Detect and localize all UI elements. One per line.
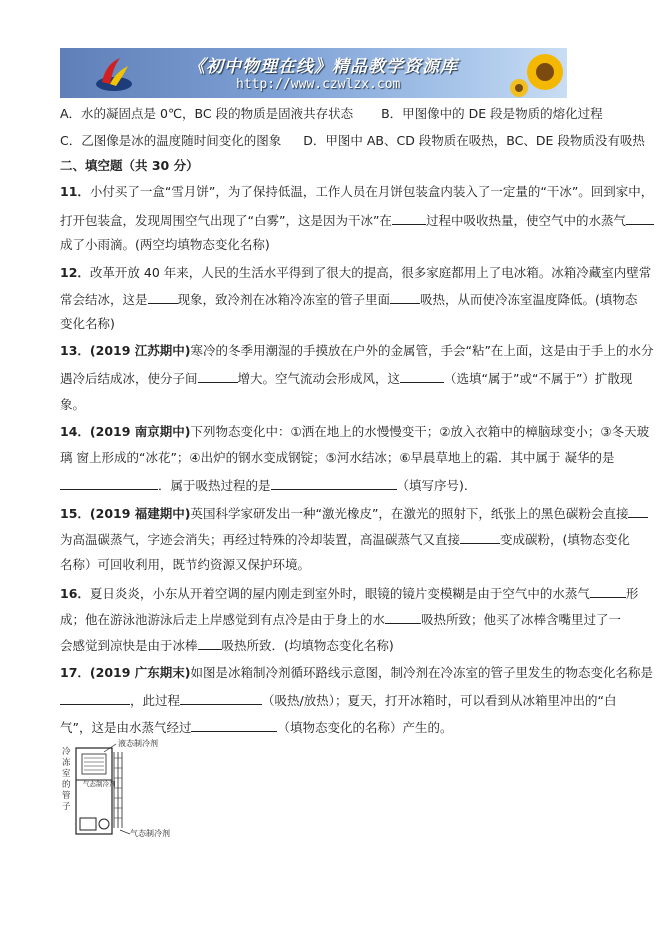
side-label-char: 室 [62, 769, 71, 779]
q15-line2 [60, 530, 630, 549]
fridge-body [76, 748, 112, 834]
q13-text: 增大。空气流动会形成风，这 [237, 371, 401, 386]
q13-line3: 象。 [60, 397, 86, 412]
liquid-refrigerant-label: 液态制冷剂 [118, 739, 158, 748]
q12-line2 [60, 290, 638, 309]
question-number: 14． [60, 424, 90, 439]
side-label-char: 管 [62, 791, 71, 801]
logo-icon [94, 54, 134, 94]
q15-line1 [60, 504, 629, 523]
q17-line1 [60, 664, 653, 682]
compressor-label: 气态制冷剂 [83, 780, 116, 788]
q13-text: 寒冷的冬季用潮湿的手摸放在户外的金属管，手会“粘”在上面，这是由于手上的水分 [190, 343, 654, 358]
answer-blank[interactable] [390, 290, 420, 304]
banner-title: 《初中物理在线》精品教学资源库 [188, 57, 458, 77]
question-number: 17． [60, 665, 90, 680]
question-number: 13． [60, 343, 90, 358]
compressor [80, 818, 96, 830]
q15-text: 英国科学家研发出一种“激光橡皮”，在激光的照射下，纸张上的黑色碳粉会直接 [190, 506, 629, 521]
sunflower-icon [507, 48, 567, 98]
q16-text: 成；他在游泳池游泳后走上岸感觉到有点冷是由于身上的水 [60, 612, 386, 627]
q13-text: 遇冷后结成冰，使分子间 [60, 371, 198, 386]
q16-text: 吸热所致．(均填物态变化名称) [221, 638, 394, 653]
answer-blank[interactable] [271, 476, 397, 490]
answer-blank[interactable] [626, 211, 654, 225]
q11-text: 小付买了一盒“雪月饼”，为了保持低温，工作人员在月饼包装盒内装入了一定量的“干冰”。回到家中， [89, 184, 654, 199]
q12-text: 吸热，从而使冷冻室温度降低。(填物态 [420, 292, 638, 307]
gas-refrigerant-label: 气态制冷剂 [130, 829, 170, 838]
answer-blank[interactable] [198, 369, 238, 383]
answer-blank[interactable] [460, 530, 500, 544]
q14-text: 下列物态变化中：①洒在地上的水慢慢变干；②放入衣箱中的樟脑球变小；③冬天玻 [190, 424, 650, 439]
question-number: 11． [60, 184, 90, 199]
answer-blank[interactable] [198, 636, 222, 650]
choice-c: C．乙图像是冰的温度随时间变化的图象 [60, 133, 282, 148]
side-label-char: 冷 [62, 747, 71, 757]
choice-d: D．甲图中 AB、CD 段物质在吸热，BC、DE 段物质没有吸热 [303, 133, 645, 148]
q16-line1 [60, 584, 639, 603]
q16-line3 [60, 636, 605, 655]
q16-text: 夏日炎炎，小东从开着空调的屋内刚走到室外时，眼镜的镜片变模糊是由于空气中的水蒸气 [89, 586, 590, 601]
q14-line1 [60, 423, 650, 441]
answer-blank[interactable] [180, 691, 262, 705]
q17-text: 如图是冰箱制冷剂循环路线示意图，制冷剂在冷冻室的管子里发生的物态变化名称是 [190, 665, 653, 680]
q11-line1 [60, 183, 654, 201]
question-source: (2019 福建期中) [89, 506, 191, 521]
freezer-pipe-label [62, 746, 71, 812]
q17-line3 [60, 718, 605, 737]
choice-row-ab [60, 105, 605, 123]
q16-text: 形 [625, 586, 639, 601]
question-number: 12． [60, 265, 90, 280]
q17-text: 气”，这是由水蒸气经过 [60, 720, 192, 735]
q14-text: （填写序号). [396, 478, 468, 493]
answer-blank[interactable] [60, 476, 158, 490]
answer-blank[interactable] [392, 211, 426, 225]
q16-line2 [60, 610, 622, 629]
answer-blank[interactable] [191, 718, 277, 732]
q14-line2: 璃 窗上形成的“冰花”；④出炉的钢水变成钢锭；⑤河水结冰；⑥早晨草地上的霜．其中属于 凝华的是 [60, 450, 615, 465]
q17-line2 [60, 691, 617, 710]
answer-blank[interactable] [385, 610, 421, 624]
q12-text: 常会结冰，这是 [60, 292, 148, 307]
q17-text: （填物态变化的名称）产生的。 [277, 720, 453, 735]
question-source: (2019 江苏期中) [89, 343, 191, 358]
q13-text: （选填“属于”或“不属于”）扩散现 [444, 371, 633, 386]
freezer-pipe [82, 754, 106, 774]
q15-line3: 名称）可回收利用，既节约资源又保护环境。 [60, 557, 311, 572]
q13-line2 [60, 369, 633, 388]
q14-text: ．属于吸热过程的是 [158, 478, 271, 493]
q12-line1 [60, 264, 652, 282]
q11-line3: 成了小雨滴。(两空均填物态变化名称) [60, 237, 270, 252]
compressor-motor [99, 819, 109, 829]
choice-a: A．水的凝固点是 0℃，BC 段的物质是固液共存状态 [60, 106, 354, 121]
fridge-refrigerant-diagram [60, 738, 190, 838]
section-title: 二、填空题（共 30 分） [60, 158, 199, 173]
banner-url: http://www.czwlzx.com [236, 77, 401, 92]
choice-row-cd [60, 132, 645, 150]
q11-text: 过程中吸收热量，使空气中的水蒸气 [425, 213, 626, 228]
q17-text: （吸热/放热）；夏天，打开冰箱时，可以看到从冰箱里冲出的“白 [262, 693, 617, 708]
q12-text: 现象，致冷剂在冰箱冷冻室的管子里面 [177, 292, 391, 307]
q11-text: 打开包装盒，发现周围空气出现了“白雾”，这是因为干冰”在 [60, 213, 392, 228]
leader-line [120, 830, 130, 834]
choice-b: B．甲图像中的 DE 段是物质的熔化过程 [381, 106, 603, 121]
question-number: 16． [60, 586, 90, 601]
q13-line1 [60, 342, 654, 360]
answer-blank[interactable] [590, 584, 626, 598]
side-label-char: 冻 [62, 758, 71, 768]
q15-text: 为高温碳蒸气，字迹会消失；再经过特殊的冷却装置，高温碳蒸气又直接 [60, 532, 461, 547]
header-banner [60, 48, 567, 98]
answer-blank[interactable] [400, 369, 444, 383]
q11-line2 [60, 211, 626, 230]
freezer-coil [84, 758, 104, 770]
q12-line3: 变化名称) [60, 316, 115, 331]
q14-line3 [60, 476, 605, 495]
q16-text: 吸热所致；他买了冰棒含嘴里过了一 [421, 612, 622, 627]
q16-text: 会感觉到凉快是由于冰棒 [60, 638, 198, 653]
question-number: 15． [60, 506, 90, 521]
answer-blank[interactable] [148, 290, 178, 304]
answer-blank[interactable] [628, 504, 648, 518]
question-source: (2019 南京期中) [89, 424, 191, 439]
side-label-char: 的 [62, 780, 71, 790]
side-label-char: 子 [62, 802, 71, 812]
q15-text: 变成碳粉，(填物态变化 [500, 532, 630, 547]
q17-text: ，此过程 [130, 693, 181, 708]
question-source: (2019 广东期末) [89, 665, 191, 680]
condenser-coil [114, 752, 122, 828]
q12-text: 改革开放 40 年来，人民的生活水平得到了很大的提高，很多家庭都用上了电冰箱。冰箱冷藏室内壁常 [89, 265, 652, 280]
answer-blank[interactable] [60, 691, 130, 705]
